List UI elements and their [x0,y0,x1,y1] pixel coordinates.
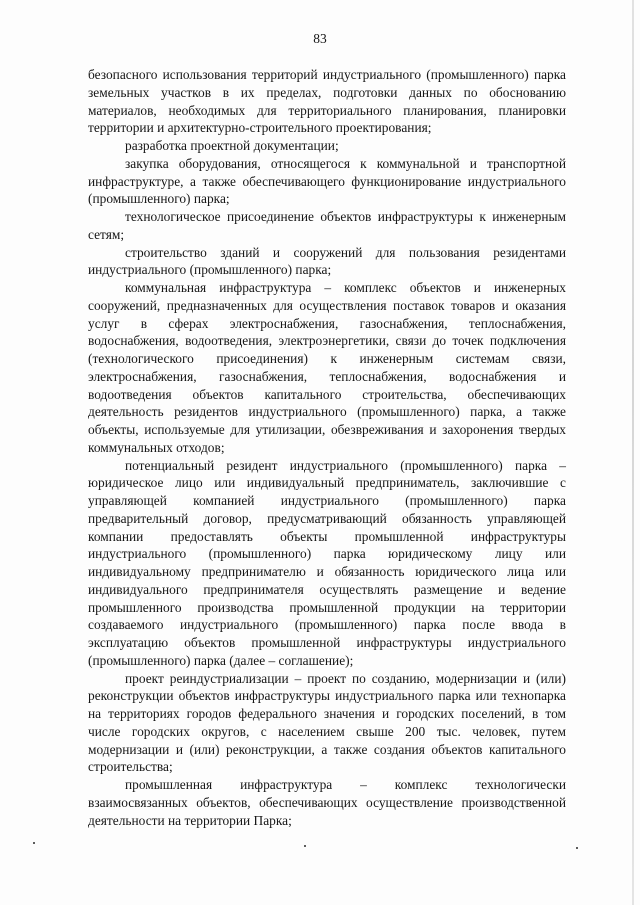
paragraph: коммунальная инфраструктура – комплекс объектов и инженерных сооружений, предназначенных для осуществления поставок товаров и оказания услуг в сферах электроснабжения, газоснабжения, теплоснабжения, водоснабжения, водоотведения, электроэнергетики, связи до точек подключения (технологического присоединения) к инженерным системам связи, электроснабжения, газоснабжения, теплоснабжения, водоснабжения и водоотведения объектов капитального строительства, обеспечивающих деятельность резидентов индустриального (промышленного) парка, а также объекты, используемые для утилизации, обезвреживания и захоронения твердых коммунальных отходов; [88,280,566,455]
paragraph: проект реиндустриализации – проект по созданию, модернизации и (или) реконструкции объектов инфраструктуры индустриального парка или технопарка на территориях городов федерального значения и городских поселений, в том числе городских округов, с населением свыше 200 тыс. человек, путем модернизации и (или) реконструкции, а также создания объектов капитального строительства; [88,670,566,775]
scan-speck [304,845,306,847]
page-number: 83 [313,31,327,46]
paragraph: разработка проектной документации; [125,138,339,153]
paragraph: закупка оборудования, относящегося к коммунальной и транспортной инфраструктуре, а также обеспечивающего функционирование индустриального (промышленного) парка; [88,155,566,207]
scan-edge-shadow [632,0,634,905]
paragraph: промышленная инфраструктура – комплекс технологически взаимосвязанных объектов, обеспечивающих осуществление производственной деятельности на территории Парка; [88,777,566,828]
paragraph: строительство зданий и сооружений для пользования резидентами индустриального (промышленного) парка; [88,244,566,278]
body-text [88,66,566,829]
scan-speck [33,842,35,844]
paragraph: технологическое присоединение объектов инфраструктуры к инженерным сетям; [88,209,566,242]
scan-speck [576,847,578,849]
paragraph: безопасного использования территорий индустриального (промышленного) парка земельных участков в их пределах, подготовки данных по обоснованию материалов, необходимых для территориального планирования, планировки территории и архитектурно-строительного проектирования; [88,67,566,136]
paragraph: потенциальный резидент индустриального (промышленного) парка – юридическое лицо или индивидуальный предприниматель, заключившие с управляющей компанией индустриального (промышленного) парка предварительный договор, предусматривающий обязанность управляющей компании предоставлять объекты промышленной инфраструктуры индустриального (промышленного) парка юридическому лицу или индивидуальному предпринимателю и обязанность юридического лица или индивидуального предпринимателя осуществлять размещение и ведение промышленного производства промышленной продукции на территории создаваемого индустриального (промышленного) парка после ввода в эксплуатацию объектов промышленной инфраструктуры индустриального (промышленного) парка (далее – соглашение); [88,457,566,668]
